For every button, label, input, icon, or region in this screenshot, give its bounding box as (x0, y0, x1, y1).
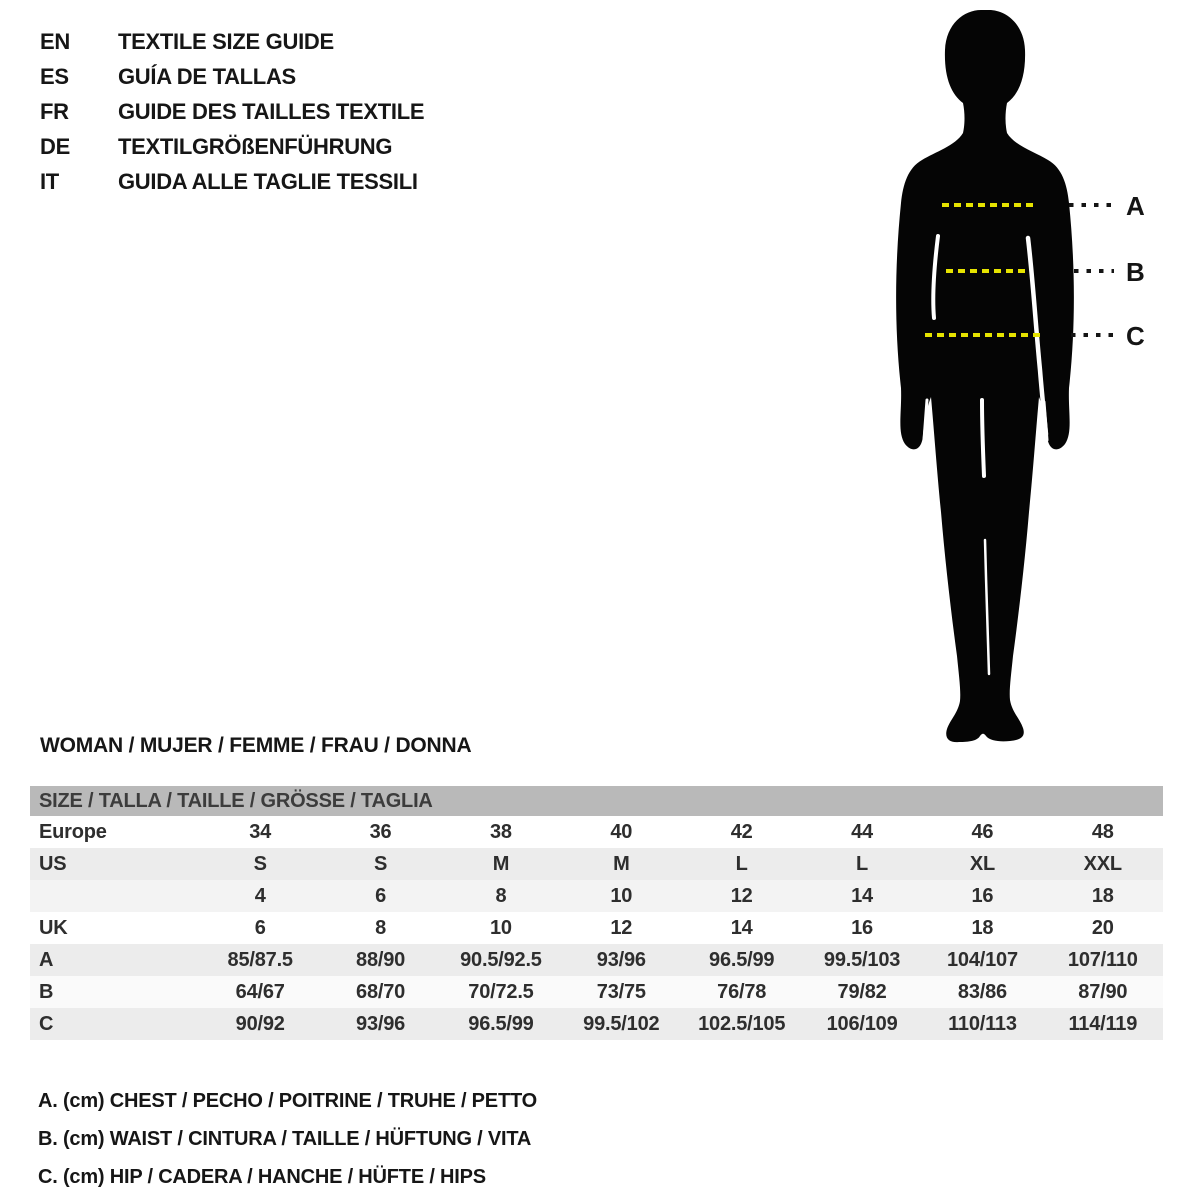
size-cell: 87/90 (1078, 980, 1128, 1003)
size-cell: 14 (851, 884, 873, 907)
size-cell: L (735, 852, 748, 875)
size-cell: 64/67 (235, 980, 285, 1003)
size-cell: 83/86 (957, 980, 1007, 1003)
language-code: EN (40, 29, 70, 54)
size-cell: 104/107 (946, 948, 1018, 971)
size-cell: 99.5/103 (823, 948, 901, 971)
size-cell: 10 (490, 916, 512, 939)
size-cell: 10 (610, 884, 633, 907)
language-code: IT (40, 169, 59, 194)
size-cell: 36 (369, 820, 392, 843)
table-row (30, 1008, 1163, 1040)
size-cell: 12 (730, 884, 753, 907)
size-cell: 16 (851, 916, 873, 939)
size-cell: 88/90 (356, 948, 406, 971)
figure-area (878, 0, 1200, 758)
size-cell: 44 (851, 820, 873, 843)
language-code: FR (40, 99, 69, 124)
language-title: GUIDE DES TAILLES TEXTILE (118, 99, 425, 124)
legend-line: C. (cm) HIP / CADERA / HANCHE / HÜFTE / HIPS (38, 1166, 486, 1188)
size-cell: 110/113 (948, 1012, 1017, 1035)
woman-heading: WOMAN / MUJER / FEMME / FRAU / DONNA (40, 734, 472, 757)
measure-label-b: B (1126, 257, 1145, 287)
size-cell: 102.5/105 (698, 1012, 786, 1035)
size-cell: 96.5/99 (468, 1012, 534, 1035)
size-cell: 107/110 (1067, 948, 1138, 971)
size-cell: 68/70 (356, 980, 406, 1003)
size-cell: 6 (375, 884, 387, 907)
language-code: ES (40, 64, 69, 89)
size-table-header-row (30, 786, 1163, 816)
size-cell: S (253, 852, 267, 875)
language-title: TEXTILE SIZE GUIDE (118, 29, 334, 54)
size-cell: 70/72.5 (468, 980, 534, 1003)
measure-leader-lines (1069, 205, 1114, 335)
size-cell: M (613, 852, 630, 875)
language-title-list (40, 24, 424, 199)
legend-line: A. (cm) CHEST / PECHO / POITRINE / TRUHE / PETTO (38, 1090, 537, 1112)
row-label: C (39, 1012, 54, 1035)
size-cell: 16 (971, 884, 994, 907)
row-label: A (39, 948, 54, 971)
size-cell: 99.5/102 (583, 1012, 660, 1035)
size-table-header: SIZE / TALLA / TAILLE / GRÖSSE / TAGLIA (30, 786, 1163, 816)
size-cell: M (492, 852, 510, 875)
measure-label-a: A (1126, 191, 1145, 221)
language-code: DE (40, 134, 70, 159)
size-cell: XXL (1083, 852, 1122, 875)
language-title: GUIDA ALLE TAGLIE TESSILI (118, 169, 418, 194)
size-cell: 93/96 (596, 948, 646, 971)
woman-silhouette-svg (878, 0, 1200, 758)
size-table-wrap (30, 786, 1163, 1040)
size-table-body (30, 786, 1163, 1040)
size-cell: 12 (610, 916, 633, 939)
language-row (40, 24, 424, 59)
row-label: US (39, 852, 67, 875)
language-row (40, 129, 424, 164)
size-cell: L (856, 852, 869, 875)
language-row (40, 59, 424, 94)
size-cell: 46 (971, 820, 994, 843)
size-cell: 90.5/92.5 (460, 948, 542, 971)
size-cell: 18 (971, 916, 994, 939)
size-cell: 14 (730, 916, 753, 939)
size-cell: 106/109 (826, 1012, 898, 1035)
size-cell: 34 (249, 820, 272, 843)
table-row (30, 848, 1163, 880)
measure-label-c: C (1126, 321, 1145, 351)
size-table (30, 786, 1163, 1040)
size-cell: 85/87.5 (227, 948, 293, 971)
row-label: B (39, 980, 54, 1003)
language-title: TEXTILGRÖßENFÜHRUNG (118, 134, 393, 159)
size-cell: 40 (610, 820, 633, 843)
size-cell: 79/82 (837, 980, 887, 1003)
size-cell: S (373, 852, 388, 875)
language-row (40, 164, 424, 199)
size-cell: 38 (490, 820, 512, 843)
size-cell: 114/119 (1068, 1012, 1138, 1035)
woman-silhouette (896, 10, 1074, 742)
size-cell: 96.5/99 (709, 948, 775, 971)
size-cell: 8 (375, 916, 387, 939)
size-cell: 76/78 (717, 980, 767, 1003)
size-cell: 4 (254, 884, 266, 907)
row-label: Europe (39, 820, 107, 843)
row-label (30, 880, 200, 912)
table-row (30, 912, 1163, 944)
table-row (30, 944, 1163, 976)
table-row (30, 880, 1163, 912)
language-row (40, 94, 424, 129)
size-cell: 93/96 (356, 1012, 406, 1035)
table-row (30, 816, 1163, 848)
size-cell: XL (969, 852, 996, 875)
measurement-legend (38, 1082, 537, 1196)
size-cell: 6 (254, 916, 266, 939)
size-cell: 90/92 (235, 1012, 285, 1035)
language-title: GUÍA DE TALLAS (118, 64, 296, 89)
size-cell: 73/75 (596, 980, 646, 1003)
size-cell: 42 (730, 820, 753, 843)
size-cell: 18 (1091, 884, 1114, 907)
size-cell: 48 (1091, 820, 1114, 843)
row-label: UK (39, 916, 68, 939)
size-cell: 20 (1091, 916, 1114, 939)
legend-line: B. (cm) WAIST / CINTURA / TAILLE / HÜFTUNG / VITA (38, 1128, 532, 1150)
size-cell: 8 (495, 884, 507, 907)
table-row (30, 976, 1163, 1008)
